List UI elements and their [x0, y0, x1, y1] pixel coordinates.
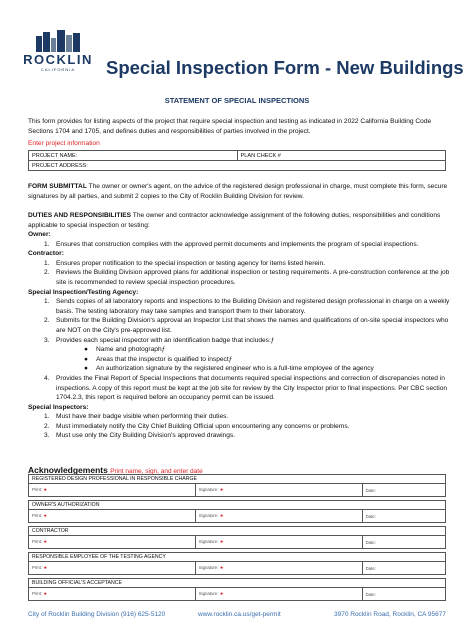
date-field[interactable]: Date: — [362, 536, 445, 549]
skyline-icon — [36, 30, 80, 52]
list-item: 2. Must immediately notify the City Chief Building Official upon encountering any concerns or problems. — [44, 422, 350, 430]
print-name-field[interactable]: Print: ★ — [29, 536, 196, 549]
ack-row-title: RESPONSIBLE EMPLOYEE OF THE TESTING AGENCY — [29, 553, 446, 562]
footer-address: 3970 Rocklin Road, Rocklin, CA 95677 — [333, 611, 446, 618]
ack-row-title: CONTRACTOR — [29, 527, 446, 536]
list-item: 3. Provides each special inspector with an identification badge that includes:ƒ — [44, 336, 275, 344]
list-item: 1. Sends copies of all laboratory reports and inspections to the Building Division and registered design professional in charge on a weekly basis. The testing laboratory may take samples and transport them to their laboratory. — [44, 298, 450, 315]
enter-info-note: Enter project information — [28, 140, 100, 147]
responsibilities-list — [28, 230, 453, 441]
signature-field[interactable]: Signature: ★ — [195, 562, 362, 575]
list-item: 2. Reviews the Building Division approved plans for additional inspection or testing requirements. A pre-construction conference at the job site is recommended to review special inspection procedures. — [44, 269, 450, 286]
project-name-label: PROJECT NAME: — [32, 152, 78, 159]
form-submittal-paragraph — [28, 182, 448, 201]
form-submittal-text: The owner or owner's agent, on the advice of the registered design professional in charge, must complete this form, secure signatures by all parties, and submit 2 copies to the City of Rocklin Building Division for review. — [28, 183, 448, 200]
project-name-field[interactable] — [29, 151, 238, 161]
acknowledgements-heading: Acknowledgements Print name, sign, and enter date — [28, 465, 203, 475]
ack-row-title: BUILDING OFFICIAL'S ACCEPTANCE — [29, 579, 446, 588]
plan-check-field[interactable] — [237, 151, 446, 161]
print-name-field[interactable]: Print: ★ — [29, 562, 196, 575]
acknowledgements-table — [28, 474, 446, 601]
ack-row-title: OWNER'S AUTHORIZATION — [29, 501, 446, 510]
logo-subtitle: CALIFORNIA — [40, 67, 75, 72]
duties-text: The owner and contractor acknowledge assignment of the following duties, responsibilities and conditions applicable to special inspection or testing: — [28, 212, 441, 229]
duties-label: DUTIES AND RESPONSIBILITIES — [28, 212, 132, 219]
intro-paragraph: This form provides for listing aspects of the project that require special inspection and testing as indicated in 2022 California Building Code Sections 1704 and 1705, and defines duties and responsibilities of parties involved in the project. — [28, 118, 432, 135]
footer-phone: City of Rocklin Building Division (916) 625-5120 — [28, 611, 166, 618]
owner-heading: Owner: — [28, 231, 51, 238]
print-name-field[interactable]: Print: ★ — [29, 588, 196, 601]
inspectors-heading: Special Inspectors: — [28, 403, 89, 411]
list-item: 3. Must use only the City Building Division's approved drawings. — [44, 432, 236, 440]
acknowledgements-note: Print name, sign, and enter date — [110, 468, 203, 475]
form-submittal-label: FORM SUBMITTAL — [28, 183, 87, 190]
print-name-field[interactable]: Print: ★ — [29, 484, 196, 497]
signature-field[interactable]: Signature: ★ — [195, 536, 362, 549]
bullet-item: ● An authorization signature by the registered engineer who is a full-time employee of the agency — [84, 365, 374, 373]
project-address-label: PROJECT ADDRESS: — [32, 162, 88, 169]
plan-check-label: PLAN CHECK # — [240, 152, 281, 159]
list-item: 1. Ensures that construction complies with the approved permit documents and implements the program of special inspections. — [44, 240, 419, 248]
ack-row-title: REGISTERED DESIGN PROFESSIONAL IN RESPONSIBLE CHARGE — [29, 475, 446, 484]
signature-field[interactable]: Signature: ★ — [195, 484, 362, 497]
print-name-field[interactable]: Print: ★ — [29, 510, 196, 523]
bullet-item: ● Areas that the inspector is qualified to inspectƒ — [84, 355, 233, 363]
logo-name: ROCKLIN — [23, 52, 93, 67]
signature-field[interactable]: Signature: ★ — [195, 510, 362, 523]
rocklin-logo — [22, 30, 94, 78]
date-field[interactable]: Date: — [362, 510, 445, 523]
page-title: Special Inspection Form - New Buildings — [106, 57, 464, 78]
duties-paragraph — [28, 211, 448, 230]
date-field[interactable]: Date: — [362, 484, 445, 497]
list-item: 2. Submits for the Building Division's approval an Inspector List that shows the names and qualifications of on-site special inspectors who are NOT on the City's pre-approved list. — [44, 317, 449, 334]
project-address-field[interactable] — [29, 161, 446, 171]
footer-website-link[interactable]: www.rocklin.ca.us/get-permit — [198, 611, 281, 618]
bullet-item: ● Name and photographƒ — [84, 346, 166, 354]
project-info-table — [28, 150, 446, 171]
list-item: 1. Must have their badge visible when performing their duties. — [44, 413, 229, 421]
agency-heading: Special Inspection/Testing Agency: — [28, 288, 139, 296]
list-item: 1. Ensures proper notification to the special inspection or testing agency for items listed herein. — [44, 259, 326, 267]
date-field[interactable]: Date: — [362, 588, 445, 601]
date-field[interactable]: Date: — [362, 562, 445, 575]
signature-field[interactable]: Signature: ★ — [195, 588, 362, 601]
section-subtitle: STATEMENT OF SPECIAL INSPECTIONS — [164, 96, 310, 105]
list-item: 4. Provides the Final Report of Special Inspections that documents required special inspections and correction of discrepancies noted in inspections. A copy of this report must be kept at the job site for review by the City Inspector prior to final inspections. Per CBC section 1704.2.3, this report is required before an occupancy permit can be issued. — [44, 374, 448, 402]
contractor-heading: Contractor: — [28, 250, 64, 258]
